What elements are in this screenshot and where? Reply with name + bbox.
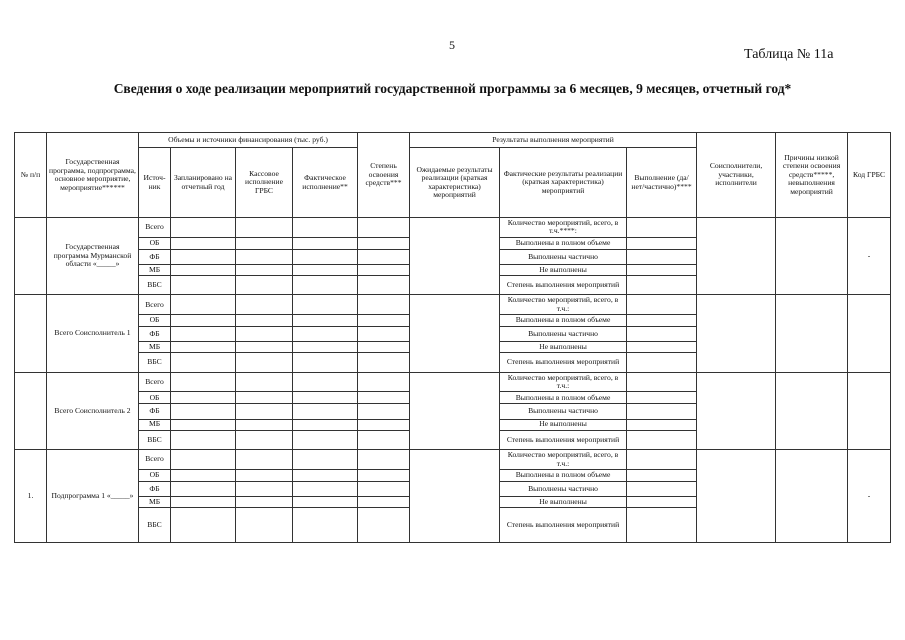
block-num: [15, 372, 47, 449]
header-results-group: Результаты выполнения мероприятий: [410, 133, 697, 148]
header-done: Выполнение (да/нет/частично)****: [627, 148, 697, 218]
block-num: 1.: [15, 450, 47, 543]
actual-cell: [293, 218, 358, 238]
source-cell: Всего: [139, 295, 171, 315]
degree-cell: [358, 372, 410, 392]
result-cell: Выполнены в полном объеме: [500, 469, 627, 481]
header-degree: Степень освоения средств***: [358, 133, 410, 218]
actual-cell: [293, 353, 358, 373]
degree-cell: [358, 218, 410, 238]
grbs-cell: [848, 295, 891, 372]
planned-cell: [171, 342, 236, 353]
page-number: 5: [449, 38, 455, 52]
actual-cell: [293, 295, 358, 315]
cash-cell: [236, 430, 293, 450]
done-cell: [627, 481, 697, 496]
planned-cell: [171, 392, 236, 404]
planned-cell: [171, 218, 236, 238]
planned-cell: [171, 469, 236, 481]
header-expected: Ожидаемые результаты реализации (краткая характеристика) мероприятий: [410, 148, 500, 218]
source-cell: ФБ: [139, 404, 171, 419]
done-cell: [627, 327, 697, 342]
result-cell: Не выполнены: [500, 497, 627, 508]
header-program: Государственная программа, подпрограмма, основное мероприятие, мероприятие******: [47, 133, 139, 218]
degree-cell: [358, 497, 410, 508]
expected-cell: [410, 372, 500, 449]
degree-cell: [358, 275, 410, 295]
planned-cell: [171, 507, 236, 542]
source-cell: ОБ: [139, 315, 171, 327]
actual-cell: [293, 237, 358, 249]
actual-cell: [293, 264, 358, 275]
result-cell: Количество мероприятий, всего, в т.ч.:: [500, 450, 627, 470]
result-cell: Выполнены частично: [500, 481, 627, 496]
done-cell: [627, 218, 697, 238]
result-cell: Не выполнены: [500, 342, 627, 353]
result-cell: Выполнены в полном объеме: [500, 237, 627, 249]
header-planned: Запланировано на отчетный год: [171, 148, 236, 218]
cash-cell: [236, 327, 293, 342]
done-cell: [627, 295, 697, 315]
done-cell: [627, 497, 697, 508]
result-cell: Не выполнены: [500, 264, 627, 275]
result-cell: Выполнены в полном объеме: [500, 315, 627, 327]
degree-cell: [358, 264, 410, 275]
source-cell: МБ: [139, 342, 171, 353]
actual-cell: [293, 315, 358, 327]
actual-cell: [293, 249, 358, 264]
planned-cell: [171, 275, 236, 295]
planned-cell: [171, 327, 236, 342]
coexec-cell: [697, 372, 776, 449]
done-cell: [627, 315, 697, 327]
result-cell: Выполнены частично: [500, 249, 627, 264]
grbs-cell: -: [848, 450, 891, 543]
result-cell: Степень выполнения мероприятий: [500, 353, 627, 373]
done-cell: [627, 450, 697, 470]
header-funding-group: Объемы и источники финансирования (тыс. руб.): [139, 133, 358, 148]
degree-cell: [358, 392, 410, 404]
result-cell: Выполнены частично: [500, 404, 627, 419]
cash-cell: [236, 295, 293, 315]
report-table: [14, 132, 891, 543]
source-cell: ФБ: [139, 249, 171, 264]
degree-cell: [358, 353, 410, 373]
result-cell: Выполнены частично: [500, 327, 627, 342]
actual-cell: [293, 450, 358, 470]
block-name: Государственная программа Мурманской области «_____»: [47, 218, 139, 295]
degree-cell: [358, 249, 410, 264]
done-cell: [627, 342, 697, 353]
reasons-cell: [776, 218, 848, 295]
cash-cell: [236, 497, 293, 508]
degree-cell: [358, 419, 410, 430]
source-cell: ФБ: [139, 481, 171, 496]
reasons-cell: [776, 372, 848, 449]
planned-cell: [171, 249, 236, 264]
cash-cell: [236, 450, 293, 470]
cash-cell: [236, 481, 293, 496]
coexec-cell: [697, 295, 776, 372]
source-cell: ОБ: [139, 237, 171, 249]
planned-cell: [171, 353, 236, 373]
table-row: [15, 218, 891, 238]
cash-cell: [236, 353, 293, 373]
coexec-cell: [697, 218, 776, 295]
header-cash: Кассовое исполнение ГРБС: [236, 148, 293, 218]
actual-cell: [293, 481, 358, 496]
done-cell: [627, 507, 697, 542]
reasons-cell: [776, 295, 848, 372]
degree-cell: [358, 481, 410, 496]
header-source: Источ-ник: [139, 148, 171, 218]
actual-cell: [293, 430, 358, 450]
planned-cell: [171, 404, 236, 419]
cash-cell: [236, 218, 293, 238]
degree-cell: [358, 404, 410, 419]
actual-cell: [293, 469, 358, 481]
planned-cell: [171, 450, 236, 470]
planned-cell: [171, 372, 236, 392]
expected-cell: [410, 218, 500, 295]
degree-cell: [358, 469, 410, 481]
coexec-cell: [697, 450, 776, 543]
planned-cell: [171, 264, 236, 275]
done-cell: [627, 249, 697, 264]
result-cell: Степень выполнения мероприятий: [500, 507, 627, 542]
expected-cell: [410, 450, 500, 543]
planned-cell: [171, 497, 236, 508]
degree-cell: [358, 450, 410, 470]
block-name: Всего Соисполнитель 2: [47, 372, 139, 449]
result-cell: Выполнены в полном объеме: [500, 392, 627, 404]
planned-cell: [171, 295, 236, 315]
planned-cell: [171, 315, 236, 327]
cash-cell: [236, 404, 293, 419]
document-title: Сведения о ходе реализации мероприятий государственной программы за 6 месяцев, 9 месяцев, отчетный год*: [113, 81, 792, 96]
result-cell: Количество мероприятий, всего, в т.ч.****:: [500, 218, 627, 238]
cash-cell: [236, 342, 293, 353]
source-cell: МБ: [139, 497, 171, 508]
source-cell: ВБС: [139, 507, 171, 542]
source-cell: Всего: [139, 218, 171, 238]
cash-cell: [236, 372, 293, 392]
done-cell: [627, 392, 697, 404]
cash-cell: [236, 275, 293, 295]
table-row: [15, 372, 891, 392]
degree-cell: [358, 315, 410, 327]
block-num: [15, 295, 47, 372]
done-cell: [627, 404, 697, 419]
header-actual-results: Фактические результаты реализации (краткая характеристика) мероприятий: [500, 148, 627, 218]
actual-cell: [293, 507, 358, 542]
block-num: [15, 218, 47, 295]
cash-cell: [236, 469, 293, 481]
source-cell: МБ: [139, 419, 171, 430]
degree-cell: [358, 237, 410, 249]
done-cell: [627, 275, 697, 295]
header-grbs: Код ГРБС: [848, 133, 891, 218]
cash-cell: [236, 237, 293, 249]
result-cell: Степень выполнения мероприятий: [500, 430, 627, 450]
reasons-cell: [776, 450, 848, 543]
degree-cell: [358, 342, 410, 353]
degree-cell: [358, 327, 410, 342]
expected-cell: [410, 295, 500, 372]
cash-cell: [236, 264, 293, 275]
source-cell: ФБ: [139, 327, 171, 342]
result-cell: Не выполнены: [500, 419, 627, 430]
source-cell: ОБ: [139, 469, 171, 481]
grbs-cell: -: [848, 218, 891, 295]
cash-cell: [236, 249, 293, 264]
result-cell: Количество мероприятий, всего, в т.ч.:: [500, 372, 627, 392]
header-actual: Фактическое исполнение**: [293, 148, 358, 218]
source-cell: МБ: [139, 264, 171, 275]
cash-cell: [236, 419, 293, 430]
done-cell: [627, 237, 697, 249]
header-num: № п/п: [15, 133, 47, 218]
source-cell: ВБС: [139, 275, 171, 295]
actual-cell: [293, 404, 358, 419]
degree-cell: [358, 430, 410, 450]
actual-cell: [293, 392, 358, 404]
planned-cell: [171, 481, 236, 496]
table-row: [15, 450, 891, 470]
done-cell: [627, 419, 697, 430]
degree-cell: [358, 295, 410, 315]
source-cell: Всего: [139, 450, 171, 470]
cash-cell: [236, 315, 293, 327]
block-name: Подпрограмма 1 «_____»: [47, 450, 139, 543]
degree-cell: [358, 507, 410, 542]
actual-cell: [293, 342, 358, 353]
actual-cell: [293, 275, 358, 295]
block-name: Всего Соисполнитель 1: [47, 295, 139, 372]
source-cell: Всего: [139, 372, 171, 392]
source-cell: ОБ: [139, 392, 171, 404]
source-cell: ВБС: [139, 430, 171, 450]
done-cell: [627, 430, 697, 450]
done-cell: [627, 264, 697, 275]
table-number: Таблица № 11а: [744, 47, 834, 62]
planned-cell: [171, 237, 236, 249]
header-reasons: Причины низкой степени освоения средств*****, невыполнения мероприятий: [776, 133, 848, 218]
actual-cell: [293, 372, 358, 392]
done-cell: [627, 372, 697, 392]
source-cell: ВБС: [139, 353, 171, 373]
planned-cell: [171, 430, 236, 450]
planned-cell: [171, 419, 236, 430]
grbs-cell: [848, 372, 891, 449]
actual-cell: [293, 497, 358, 508]
actual-cell: [293, 327, 358, 342]
result-cell: Степень выполнения мероприятий: [500, 275, 627, 295]
cash-cell: [236, 392, 293, 404]
table-row: [15, 295, 891, 315]
result-cell: Количество мероприятий, всего, в т.ч.:: [500, 295, 627, 315]
done-cell: [627, 353, 697, 373]
cash-cell: [236, 507, 293, 542]
actual-cell: [293, 419, 358, 430]
header-coexec: Соисполнители, участники, исполнители: [697, 133, 776, 218]
done-cell: [627, 469, 697, 481]
